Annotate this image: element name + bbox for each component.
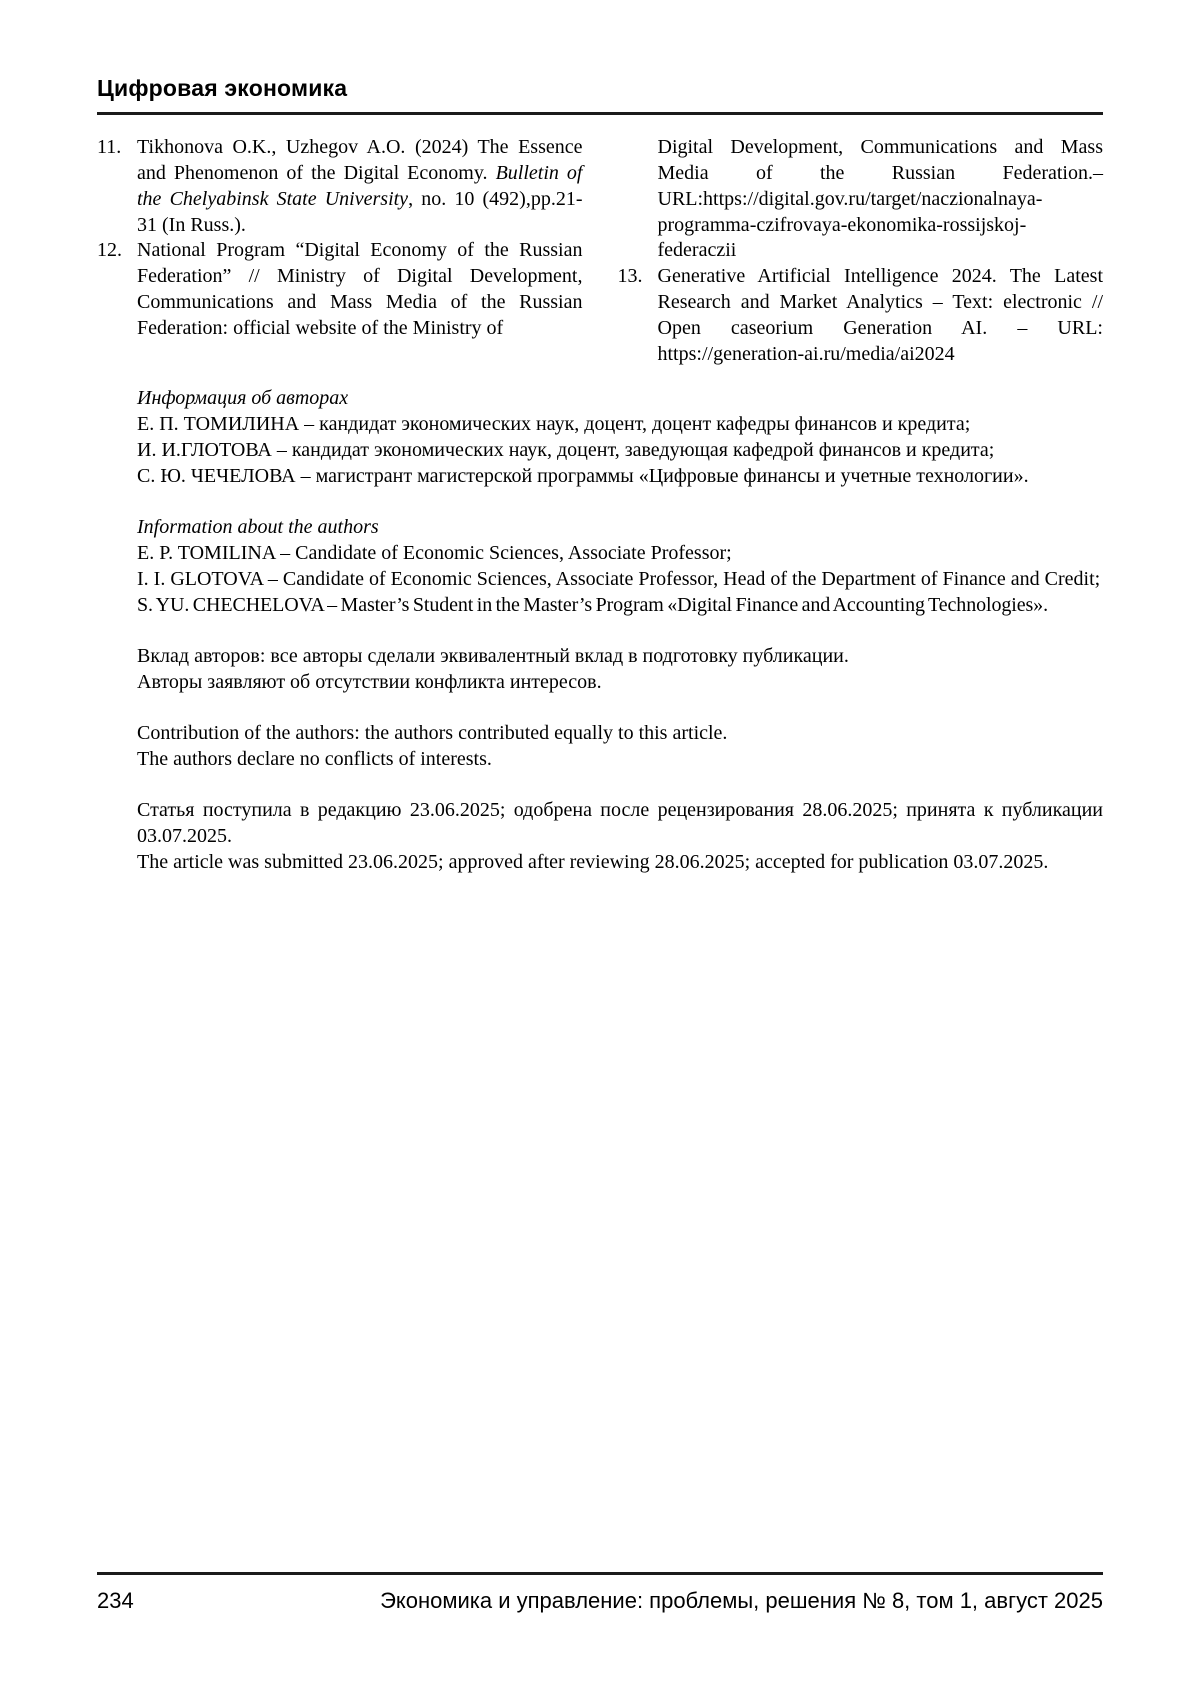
author-info-section [137,385,1103,875]
footer-row [97,1588,1103,1614]
page-number: 234 [97,1588,134,1613]
reference-text: Generative Artificial Intelligence 2024. The Latest Research and Market Analytics – Text: electronic // Open caseorium Generation AI. – URL: https://generation-ai.ru/media/ai2024 [657,265,1103,365]
reference-item-11 [97,135,583,238]
conflict-en-line: The authors declare no conflicts of interests. [137,748,492,771]
contribution-en-group [137,720,1103,772]
references-column-left [97,135,583,367]
reference-item-13 [618,264,1104,367]
authors-ru-heading: Информация об авторах [137,387,349,410]
dates-group [137,797,1103,875]
reference-text: National Program “Digital Economy of the Russian Federation” // Ministry of Digital Development, Communications and Mass Media of the Russian Federation: official website of the Ministry of [137,239,583,339]
reference-number: 13. [617,265,643,288]
header-rule [97,112,1103,115]
authors-en-heading: Information about the authors [137,516,379,539]
contribution-en-line: Contribution of the authors: the authors contributed equally to this article. [137,722,728,745]
page-content [97,76,1103,875]
author-entry-ru: Е. П. ТОМИЛИНА – кандидат экономических наук, доцент, доцент кафедры финансов и кредита; [137,413,971,436]
reference-number: 11. [97,136,122,159]
submission-dates-ru: Статья поступила в редакцию 23.06.2025; одобрена после рецензирования 28.06.2025; принята к публикации 03.07.2025. [137,799,1103,848]
author-entry-ru: С. Ю. ЧЕЧЕЛОВА – магистрант магистерской программы «Цифровые финансы и учетные технологии». [137,465,1029,488]
reference-text: Tikhonova O.K., Uzhegov A.O. (2024) The Essence and Phenomenon of the Digital Economy. [137,136,583,185]
footer-rule [97,1572,1103,1575]
reference-text: , no. 10 (492),pp.21-31 (In Russ.). [137,187,583,236]
author-entry-en: I. I. GLOTOVA – Candidate of Economic Sciences, Associate Professor, Head of the Department of Finance and Credit; [137,568,1101,591]
authors-en-group [137,514,1103,618]
contribution-ru-group [137,643,1103,695]
author-entry-en: E. P. TOMILINA – Candidate of Economic Sciences, Associate Professor; [137,542,732,565]
reference-number: 12. [97,239,122,262]
contribution-ru-line: Вклад авторов: все авторы сделали эквивалентный вклад в подготовку публикации. [137,645,849,668]
reference-item-12 [97,238,583,341]
author-entry-ru: И. И.ГЛОТОВА – кандидат экономических наук, доцент, заведующая кафедрой финансов и кредита; [137,439,995,462]
page-header [97,76,1103,115]
references-section [97,135,1103,367]
page-footer [97,1572,1103,1614]
section-title: Цифровая экономика [97,75,348,101]
reference-item-12-continuation [618,135,1104,264]
conflict-ru-line: Авторы заявляют об отсутствии конфликта интересов. [137,671,602,694]
submission-dates-en: The article was submitted 23.06.2025; approved after reviewing 28.06.2025; accepted for publication 03.07.2025. [137,851,1049,874]
references-column-right [618,135,1104,367]
reference-text: Digital Development, Communications and Mass Media of the Russian Federation.– URL:https://digital.gov.ru/target/naczionalnaya-programma-czifrovaya-ekonomika-rossijskoj-federaczii [657,136,1103,262]
reference-journal-title: Bulletin of the Chelyabinsk State University [137,162,583,210]
authors-ru-group [137,385,1103,489]
journal-title: Экономика и управление: проблемы, решения № 8, том 1, август 2025 [380,1588,1103,1613]
author-entry-en: S. YU. CHECHELOVA – Master’s Student in the Master’s Program «Digital Finance and Accounting Technologies». [137,594,1048,617]
